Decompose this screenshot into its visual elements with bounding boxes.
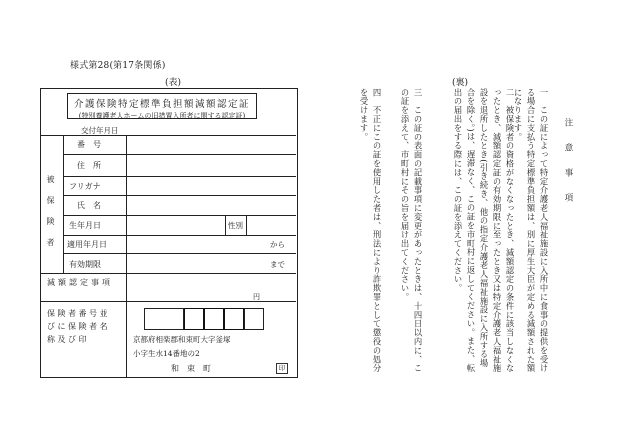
- grid-line: [63, 135, 64, 273]
- grid-line: [63, 253, 296, 254]
- grid-line: [126, 301, 127, 377]
- note-item: 四 不正にこの証を使用した者は、刑法により詐欺罪として懲役の処分を受けます。: [359, 88, 382, 373]
- notes-heading: 注 意 事 項: [563, 118, 573, 206]
- note-item: 三 この証の表面の記載事項に変更があったときは、十四日以内に、この証を添えて、市町村にその旨を届け出てください。: [400, 88, 423, 373]
- insurer-name: 和 束 町: [171, 364, 211, 373]
- form-number: 様式第28(第17条関係): [70, 61, 166, 71]
- insurer-address-line-1: 京都府相楽郡和束町大字釜塚: [133, 335, 231, 344]
- insurer-seal: 印: [276, 363, 288, 374]
- yen-unit: 円: [253, 293, 260, 301]
- insurer-number-box: [224, 308, 244, 330]
- insured-person-label: 被保険者: [46, 175, 55, 259]
- insurer-address-line-2: 小字生水14番地の2: [133, 349, 200, 358]
- certificate-back: [333, 88, 585, 378]
- insurer-number-box: [244, 308, 264, 330]
- grid-line: [63, 215, 296, 216]
- insurer-label: 保険者番号並びに保険者名称及び印: [47, 309, 110, 344]
- applicable-from-text: から: [270, 240, 285, 249]
- grid-line: [126, 135, 127, 273]
- field-gender-label: 性別: [228, 221, 243, 230]
- insurer-number-box: [184, 308, 204, 330]
- grid-line: [63, 195, 296, 196]
- note-item: 二 被保険者の資格がなくなったとき、減額認定の条件に該当しなくなったとき、減額認定証の有効期限に至ったとき又は特定介護老人福祉施設を退所したとき(引き続き、他の指定介護老人福祉施設に入所する場合を除く。)は、遅滞なく、この証を市町村に返してください。また、転出の届出をする際には、この証を添えてください。: [453, 88, 515, 373]
- grid-line: [63, 176, 296, 177]
- grid-line: [63, 235, 296, 236]
- field-birthdate-label: 生年月日: [69, 221, 101, 230]
- field-applicable-date-label: 適用年月日: [67, 240, 107, 249]
- reduction-items-label: 減額認定事項: [47, 278, 113, 287]
- back-side-label: (裏): [452, 78, 469, 88]
- grid-line: [246, 215, 247, 235]
- certificate-front: [40, 88, 298, 378]
- grid-line: [41, 273, 296, 274]
- grid-line: [225, 215, 226, 235]
- valid-until-suffix: まで: [270, 260, 285, 269]
- grid-line: [126, 273, 127, 301]
- field-name-label: 氏 名: [77, 201, 101, 210]
- certificate-subtitle: (特別養護老人ホームの旧措置入所者に関する認定証): [78, 112, 246, 120]
- grid-line: [41, 135, 296, 136]
- field-address-label: 住 所: [77, 161, 101, 170]
- insurer-number-box: [144, 308, 184, 330]
- field-number-label: 番 号: [77, 140, 101, 149]
- issue-date-label: 交付年月日: [81, 126, 119, 135]
- insurer-number-box: [204, 308, 224, 330]
- certificate-title: 介護保険特定標準負担額減額認定証: [73, 99, 250, 110]
- grid-line: [63, 154, 296, 155]
- front-side-label: (表): [165, 78, 182, 88]
- certificate-title-box: [67, 93, 257, 119]
- field-furigana-label: フリガナ: [69, 182, 101, 191]
- field-valid-until-label: 有効期限: [69, 260, 101, 269]
- note-item: 一 この証によって特定介護老人福祉施設に入所中に食事の提供を受ける場合に支払う特定標準負担額は、別に厚生大臣が定める減額された額になります。: [513, 88, 549, 373]
